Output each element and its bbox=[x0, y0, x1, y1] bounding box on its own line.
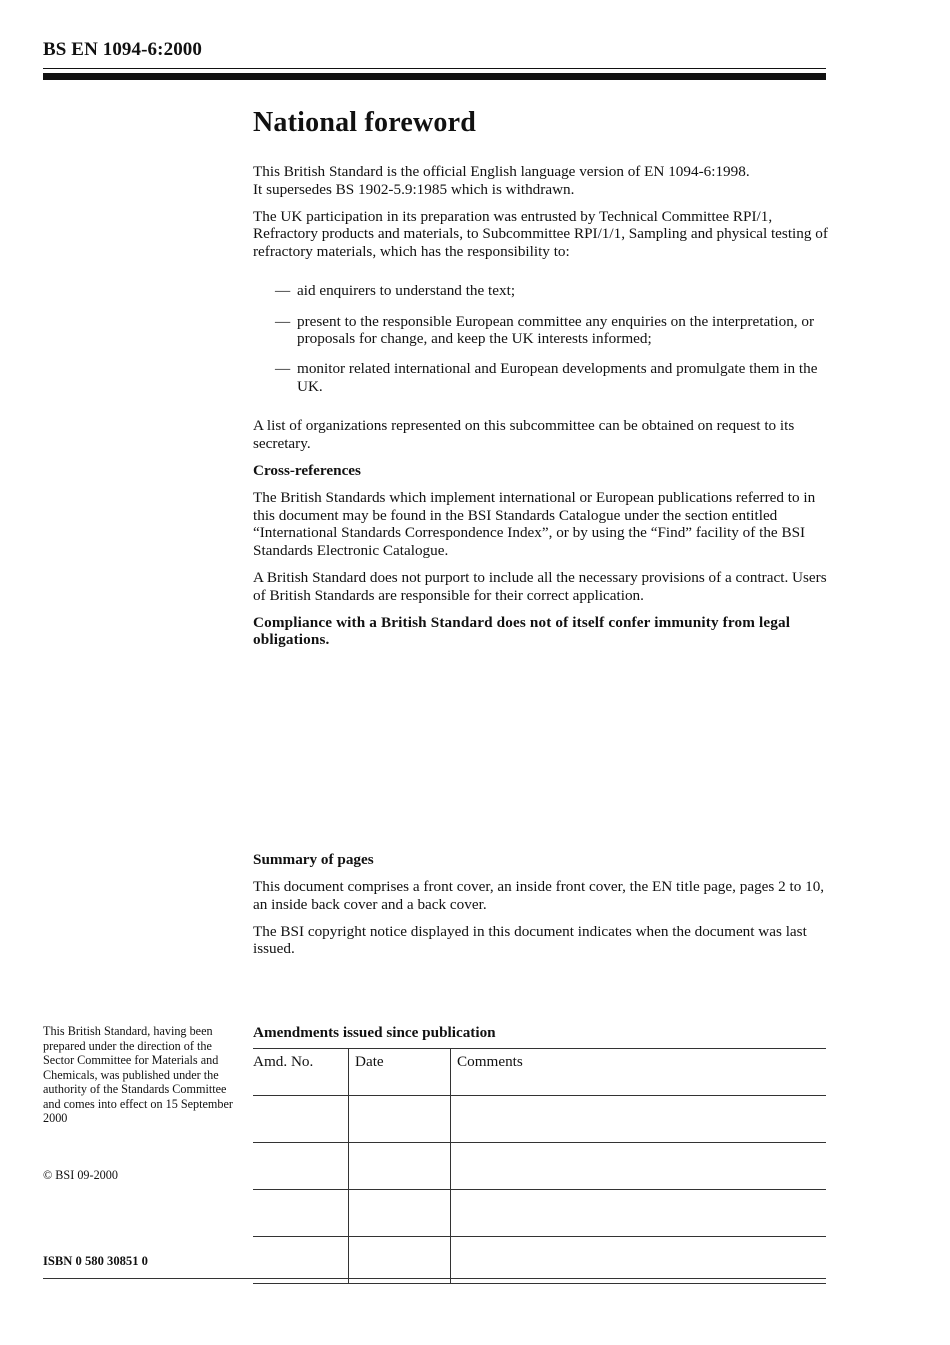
table-row bbox=[253, 1096, 826, 1143]
dash-marker: — bbox=[275, 312, 291, 330]
compliance-notice: Compliance with a British Standard does not of itself confer immunity from legal obligations. bbox=[253, 613, 791, 649]
table-header-row bbox=[253, 1049, 826, 1096]
table-row bbox=[253, 1190, 826, 1237]
table-cell bbox=[253, 1096, 349, 1143]
amendments-table bbox=[253, 1048, 826, 1284]
dash-marker: — bbox=[275, 360, 291, 378]
table-row bbox=[253, 1237, 826, 1284]
prepared-note-text: This British Standard, having been prepared under the direction of the Sector Committee for Materials and Chemicals, was published under the authority of the Standards Committee and comes into effect on 15 September 2000 bbox=[43, 1024, 233, 1125]
list-item-text: present to the responsible European committee any enquiries on the interpretation, or proposals for change, and keep the UK interests informed; bbox=[297, 312, 815, 348]
summary-heading: Summary of pages bbox=[253, 851, 374, 868]
summary-pages-paragraph: This document comprises a front cover, an inside front cover, the EN title page, pages 2 to 10, an inside back cover and a back cover. bbox=[253, 878, 825, 913]
copyright-notice-paragraph: The BSI copyright notice displayed in this document indicates when the document was last issued. bbox=[253, 922, 807, 958]
copyright-line: © BSI 09-2000 bbox=[43, 1168, 118, 1182]
table-cell bbox=[253, 1190, 349, 1237]
list-item-text: monitor related international and European developments and promulgate them in the UK. bbox=[297, 360, 818, 395]
table-row bbox=[253, 1143, 826, 1190]
supersedes-line: It supersedes BS 1902-5.9:1985 which is withdrawn. bbox=[253, 180, 575, 198]
table-cell bbox=[451, 1096, 827, 1143]
table-cell bbox=[253, 1143, 349, 1190]
header-thick-rule bbox=[43, 73, 826, 80]
page-title: National foreword bbox=[253, 107, 476, 138]
table-cell bbox=[349, 1096, 451, 1143]
summary-of-pages-section bbox=[253, 851, 828, 967]
organizations-paragraph: A list of organizations represented on this subcommittee can be obtained on request to its secretary. bbox=[253, 417, 795, 453]
table-cell bbox=[349, 1190, 451, 1237]
table-cell bbox=[451, 1190, 827, 1237]
footer-rule bbox=[43, 1278, 826, 1279]
standard-number: BS EN 1094-6:2000 bbox=[43, 39, 202, 60]
table-cell bbox=[451, 1237, 827, 1284]
list-item bbox=[275, 360, 828, 395]
list-item-text: aid enquirers to understand the text; bbox=[297, 282, 516, 300]
isbn: ISBN 0 580 30851 0 bbox=[43, 1254, 148, 1268]
amendments-heading: Amendments issued since publication bbox=[253, 1024, 496, 1041]
table-cell bbox=[349, 1143, 451, 1190]
table-cell bbox=[253, 1237, 349, 1284]
column-header-comments: Comments bbox=[451, 1049, 827, 1096]
cross-references-heading: Cross-references bbox=[253, 462, 361, 480]
list-item bbox=[275, 282, 828, 300]
table-cell bbox=[451, 1143, 827, 1190]
committee-paragraph: The UK participation in its preparation was entrusted by Technical Committee RPI/1, Refractory products and materials, to Subcommittee RPI/1/1, Sampling and physical testing of refractory materials, which has the responsibility to: bbox=[253, 207, 828, 260]
national-foreword-section bbox=[253, 106, 828, 649]
responsibility-list bbox=[253, 282, 828, 395]
publication-note bbox=[43, 1024, 238, 1126]
column-header-amd-no: Amd. No. bbox=[253, 1049, 349, 1096]
supersession-paragraph bbox=[253, 163, 828, 198]
table-cell bbox=[349, 1237, 451, 1284]
header-thin-rule bbox=[43, 68, 826, 69]
list-item bbox=[275, 313, 828, 348]
cross-references-paragraph: The British Standards which implement international or European publications referred to in this document may be found in the BSI Standards Catalogue under the section entitled “International Standards Correspondence Index”, or by using the “Find” facility of the BSI Standards Electronic Catalogue. bbox=[253, 489, 816, 559]
official-version-line: This British Standard is the official English language version of EN 1094-6:1998. bbox=[253, 163, 750, 180]
dash-marker: — bbox=[275, 282, 291, 300]
column-header-date: Date bbox=[349, 1049, 451, 1096]
provisions-paragraph: A British Standard does not purport to include all the necessary provisions of a contract. Users of British Standards are responsible for their correct application. bbox=[253, 569, 827, 604]
